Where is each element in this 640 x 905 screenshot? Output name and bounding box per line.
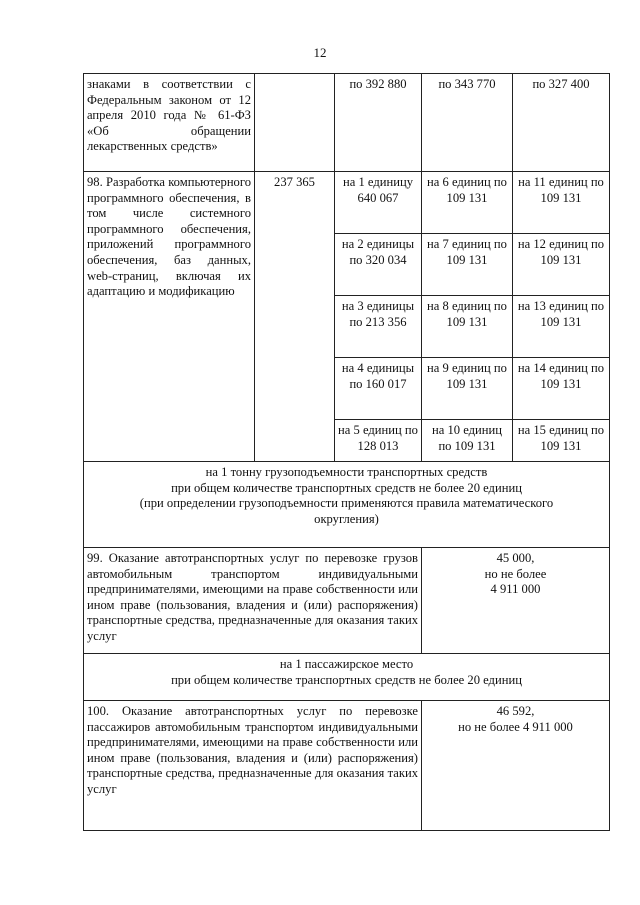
activity-description: знаками в соответствии с Федеральным законом от 12 апреля 2010 года № 61-ФЗ «Об обращении лекарственных средств»	[84, 74, 255, 172]
rate-cell: на 8 единиц по 109 131	[422, 296, 513, 358]
page-number: 12	[313, 45, 327, 60]
base-rate-cell	[255, 74, 335, 172]
rate-cell: по 327 400	[513, 74, 610, 172]
section-heading-row	[84, 462, 610, 548]
section-heading	[84, 654, 610, 701]
rate-line: но не более 4 911 000	[458, 719, 573, 734]
rate-cell: на 6 единиц по 109 131	[422, 172, 513, 234]
section-heading-row	[84, 654, 610, 701]
rate-cell: на 7 единиц по 109 131	[422, 234, 513, 296]
activity-description: 98. Разработка компьютерного программного обеспечения, в том числе системного программного обеспечения, приложений программного обеспечения, баз данных, web-страниц, включая их адаптацию и модификацию	[84, 172, 255, 462]
rate-line: но не более	[484, 566, 547, 581]
rate-cell: на 5 единиц по 128 013	[335, 420, 422, 462]
rate-cell: по 343 770	[422, 74, 513, 172]
rate-cell	[422, 548, 610, 654]
rate-cell: на 12 единиц по 109 131	[513, 234, 610, 296]
activity-description: 100. Оказание автотранспортных услуг по перевозке пассажиров автомобильным транспортом индивидуальными предпринимателями, имеющими на праве собственности или ином праве (пользования, владения и (или) распоряжения) транспортные средства, предназначенные для оказания таких услуг	[84, 701, 422, 831]
activity-description: 99. Оказание автотранспортных услуг по перевозке грузов автомобильным транспортом индивидуальными предпринимателями, имеющими на праве собственности или ином праве (пользования, владения и (или) распоряжения) транспортные средства, предназначенные для оказания таких услуг	[84, 548, 422, 654]
heading-line: при общем количестве транспортных средств не более 20 единиц	[171, 672, 522, 687]
rate-cell: по 392 880	[335, 74, 422, 172]
heading-line: на 1 тонну грузоподъемности транспортных средств	[205, 465, 488, 479]
rate-cell: на 14 единиц по 109 131	[513, 358, 610, 420]
rate-cell: на 13 единиц по 109 131	[513, 296, 610, 358]
rate-cell: на 11 единиц по 109 131	[513, 172, 610, 234]
section-heading	[84, 462, 610, 548]
table-row	[84, 701, 610, 831]
rate-cell: на 3 единицы по 213 356	[335, 296, 422, 358]
heading-line: округления)	[314, 511, 379, 526]
rate-line: 46 592,	[496, 704, 535, 718]
rate-cell	[422, 701, 610, 831]
rate-cell: на 9 единиц по 109 131	[422, 358, 513, 420]
table-row	[84, 172, 610, 234]
rates-table	[83, 73, 610, 831]
rate-cell: на 2 единицы по 320 034	[335, 234, 422, 296]
rate-line: 4 911 000	[490, 582, 541, 597]
table-row	[84, 74, 610, 172]
rate-line: 45 000,	[496, 551, 535, 565]
rate-cell: на 1 единицу 640 067	[335, 172, 422, 234]
rate-cell: на 4 единицы по 160 017	[335, 358, 422, 420]
base-rate-cell: 237 365	[255, 172, 335, 462]
table-row	[84, 548, 610, 654]
heading-line: (при определении грузоподъемности применяются правила математического	[139, 496, 554, 511]
heading-line: на 1 пассажирское место	[279, 657, 414, 671]
heading-line: при общем количестве транспортных средств не более 20 единиц	[171, 480, 522, 495]
rate-cell: на 15 единиц по 109 131	[513, 420, 610, 462]
rate-cell: на 10 единиц по 109 131	[422, 420, 513, 462]
